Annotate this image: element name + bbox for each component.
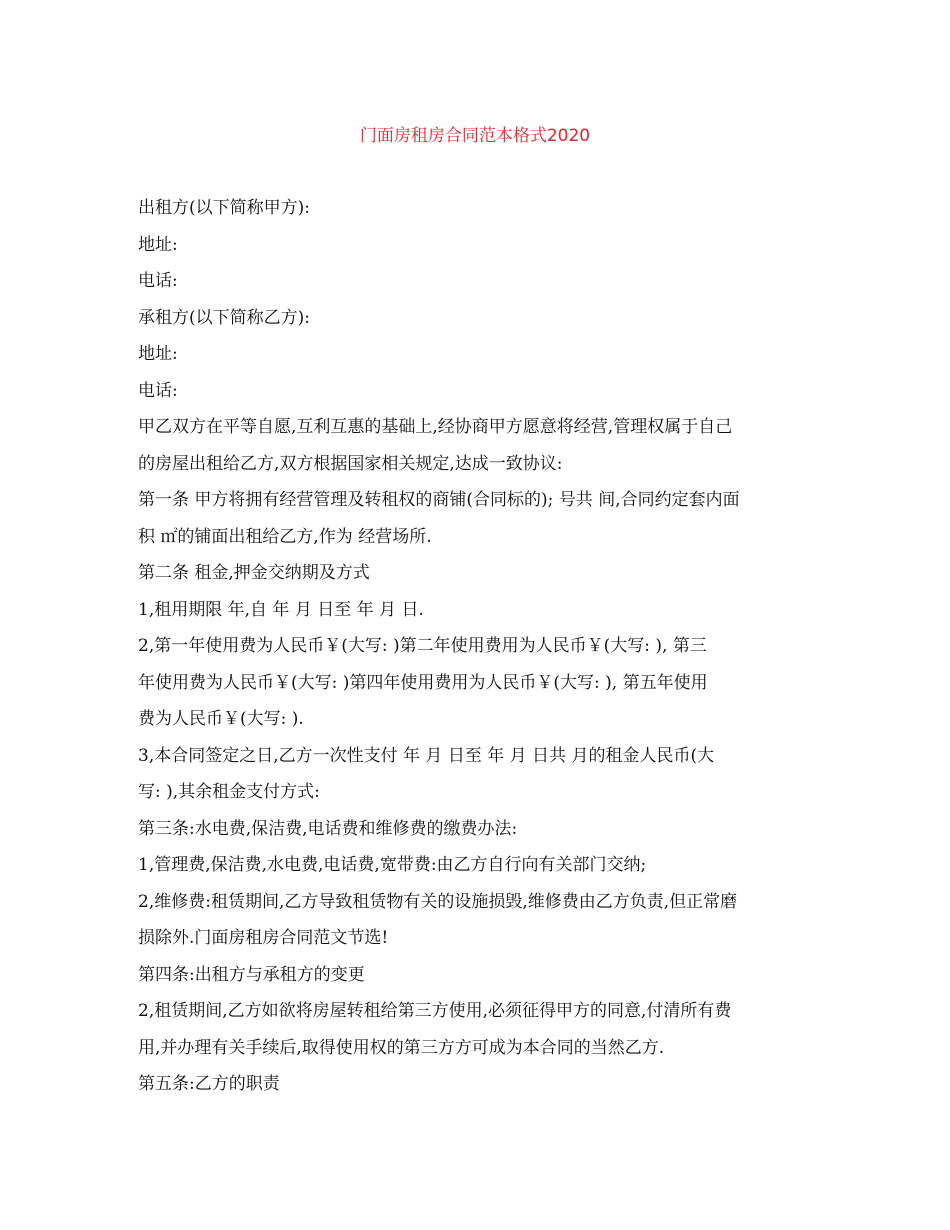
- lessee-label: 承租方(以下简称乙方):: [138, 307, 310, 328]
- preamble-line-1: 甲乙双方在平等自愿,互利互惠的基础上,经协商甲方愿意将经营,管理权属于自己: [138, 417, 733, 437]
- article-3-item-2-line-2: 损除外.门面房租房合同范文节选!: [138, 928, 389, 948]
- document-body: [138, 190, 818, 1103]
- article-1-line-2: 积 ㎡的铺面出租给乙方,作为 经营场所.: [138, 526, 432, 547]
- lessee-phone-label: 电话:: [138, 380, 178, 401]
- article-3-item-2-line-1: 2,维修费:租赁期间,乙方导致租赁物有关的设施损毁,维修费由乙方负责,但正常磨: [138, 891, 738, 912]
- article-2-item-2-line-3: 费为人民币￥(大写: ).: [138, 709, 304, 729]
- article-3-heading: 第三条:水电费,保洁费,电话费和维修费的缴费办法:: [138, 818, 518, 839]
- lessor-label: 出租方(以下简称甲方):: [138, 198, 310, 218]
- lessor-phone-label: 电话:: [138, 271, 178, 291]
- article-5-heading: 第五条:乙方的职责: [138, 1074, 280, 1094]
- article-2-heading: 第二条 租金,押金交纳期及方式: [138, 563, 370, 583]
- article-2-item-2-line-1: 2,第一年使用费为人民币￥(大写: )第二年使用费用为人民币￥(大写: ), 第三: [138, 636, 707, 656]
- article-4-heading: 第四条:出租方与承租方的变更: [138, 964, 365, 985]
- article-4-item-2-line-1: 2,租赁期间,乙方如欲将房屋转租给第三方使用,必须征得甲方的同意,付清所有费: [138, 1001, 732, 1021]
- article-2-item-2-line-2: 年使用费为人民币￥(大写: )第四年使用费用为人民币￥(大写: ), 第五年使用: [138, 672, 708, 693]
- article-3-item-1: 1,管理费,保洁费,水电费,电话费,宽带费:由乙方自行向有关部门交纳;: [138, 855, 647, 875]
- article-2-item-1: 1,租用期限 年,自 年 月 日至 年 月 日.: [138, 599, 424, 620]
- document-title: 门面房租房合同范本格式2020: [359, 126, 591, 146]
- lessee-address-label: 地址:: [138, 344, 178, 364]
- preamble-line-2: 的房屋出租给乙方,双方根据国家相关规定,达成一致协议:: [138, 453, 563, 474]
- article-2-item-3-line-1: 3,本合同签定之日,乙方一次性支付 年 月 日至 年 月 日共 月的租金人民币(大: [138, 745, 715, 766]
- article-1-line-1: 第一条 甲方将拥有经营管理及转租权的商铺(合同标的); 号共 间,合同约定套内面: [138, 490, 740, 510]
- article-2-item-3-line-2: 写: ),其余租金支付方式:: [138, 782, 320, 802]
- article-4-item-2-line-2: 用,并办理有关手续后,取得使用权的第三方方可成为本合同的当然乙方.: [138, 1037, 665, 1058]
- lessor-address-label: 地址:: [138, 234, 178, 255]
